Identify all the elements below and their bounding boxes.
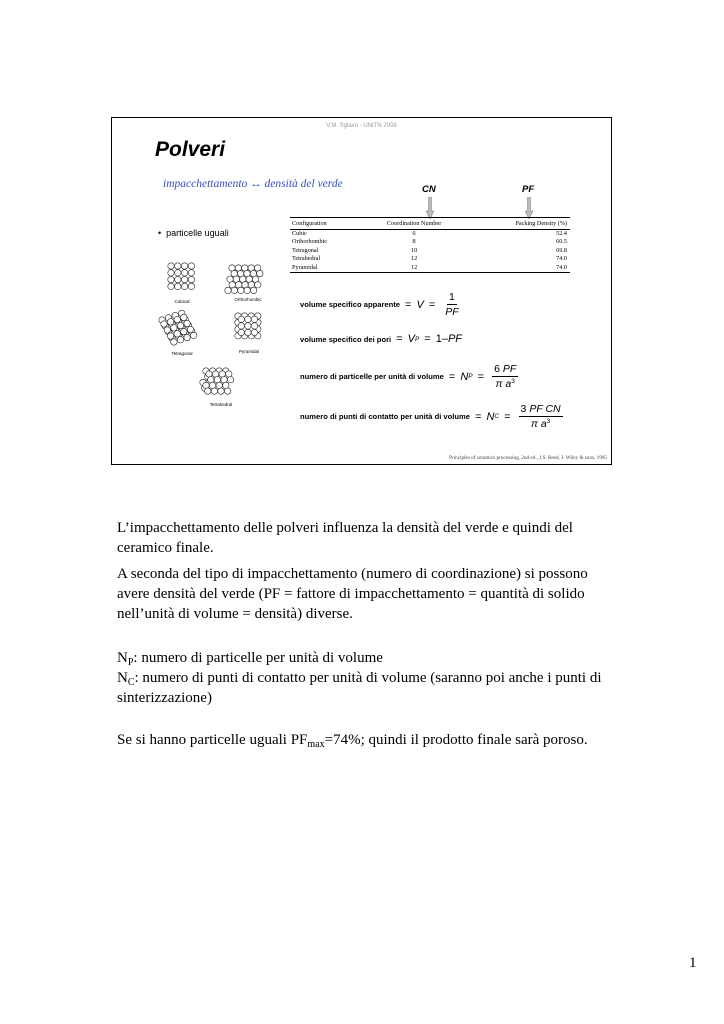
- formula-label: volume specifico apparente: [300, 300, 401, 309]
- table-cell: 12: [411, 255, 418, 263]
- sphere: [181, 283, 187, 289]
- orthorhombic-packing-diagram: [225, 265, 263, 294]
- slide-subtitle: impacchettamento ↔ densità del verde: [163, 178, 343, 190]
- citation: Principles of ceramics processing, 2nd ed., J.S. Reed, J. Wiley & sons, 1995: [449, 455, 607, 461]
- sphere: [227, 377, 233, 383]
- table-cell: Cubic: [292, 230, 307, 237]
- sphere: [171, 325, 177, 331]
- formula-pore-volume: [300, 333, 462, 345]
- sphere: [255, 282, 261, 288]
- sphere: [188, 263, 194, 269]
- equals-sign: =: [428, 298, 436, 311]
- table-cell: Orthorhombic: [292, 238, 328, 246]
- tetrahedral-packing-diagram: [200, 368, 234, 395]
- table-cell: 69.8: [556, 246, 567, 254]
- sphere: [181, 328, 187, 334]
- variable: a: [540, 418, 547, 430]
- formula-term: 1: [435, 333, 442, 345]
- table-cell: 8: [412, 238, 416, 246]
- pf-label: PF: [522, 184, 535, 195]
- pi-symbol: π: [530, 418, 538, 430]
- sphere: [251, 329, 257, 335]
- page-number: 1: [689, 955, 697, 971]
- bullet-item: [158, 228, 229, 238]
- sphere: [188, 270, 194, 276]
- table-cell: Tetragonal: [292, 246, 319, 254]
- sphere: [168, 276, 174, 282]
- formula-contact-points-per-volume: [300, 403, 563, 430]
- tetrahedral-label: Tetrahedral: [209, 402, 233, 407]
- equals-sign: =: [477, 370, 485, 383]
- formula-label: volume specifico dei pori: [300, 334, 392, 344]
- table-cell: 74.0: [467, 264, 570, 273]
- sphere: [168, 270, 174, 276]
- sphere: [251, 323, 257, 329]
- sphere: [181, 314, 187, 320]
- variable: a: [505, 378, 512, 390]
- sphere: [218, 388, 224, 394]
- sphere: [177, 337, 183, 343]
- table-cell: 60.5: [556, 238, 567, 246]
- sphere: [177, 322, 183, 328]
- formula-particles-per-volume: [300, 363, 518, 390]
- sphere: [181, 263, 187, 269]
- sphere: [181, 270, 187, 276]
- bullet-dot: •: [158, 228, 162, 238]
- table-header: Packing Density (%): [467, 218, 570, 230]
- tetragonal-label: Tetragonal: [171, 351, 193, 356]
- cn-label: CN: [422, 184, 436, 195]
- sphere: [167, 333, 173, 339]
- formula-subscript: P: [414, 335, 420, 343]
- sphere: [251, 316, 257, 322]
- coefficient: 3: [520, 403, 527, 415]
- sphere: [245, 316, 251, 322]
- paragraph: L’impacchettamento delle polveri influenza la densità del verde e quindi del ceramico finale.: [117, 520, 573, 556]
- sphere: [257, 270, 263, 276]
- sphere: [205, 388, 211, 394]
- sphere: [168, 283, 174, 289]
- exponent: 3: [511, 378, 515, 385]
- bullet-text: particelle uguali: [166, 228, 229, 238]
- formula-symbol: V: [416, 298, 424, 311]
- paragraph-np: [117, 648, 617, 668]
- sphere: [245, 329, 251, 335]
- sphere: [245, 323, 251, 329]
- numerator: 1: [449, 291, 455, 303]
- exponent: 3: [546, 418, 551, 425]
- table-cell: 74.0: [556, 255, 567, 263]
- sphere: [238, 316, 244, 322]
- sphere: [175, 263, 181, 269]
- pfmax-text-b: =74%; quindi il prodotto finale sarà poroso.: [324, 732, 588, 748]
- formula-symbol: V: [407, 333, 415, 345]
- table-cell: Tetrahedral: [292, 255, 321, 263]
- table-cell: 52.4: [556, 230, 567, 237]
- sphere: [164, 327, 170, 333]
- sphere: [250, 287, 256, 293]
- sphere: [231, 287, 237, 293]
- sphere: [224, 388, 230, 394]
- cubical-label: Cubical: [174, 299, 190, 304]
- tetragonal-packing-diagram: [159, 310, 197, 345]
- sphere: [187, 326, 193, 332]
- variable: PF: [502, 363, 517, 375]
- pyramidal-label: Pyramidal: [238, 349, 260, 354]
- table-header: Coordination Number: [361, 218, 467, 230]
- equals-sign: =: [504, 410, 511, 423]
- sphere: [184, 334, 190, 340]
- header-note: V.M. Sglavo - UNITN 2008: [326, 123, 397, 129]
- formula-symbol: N: [460, 370, 469, 383]
- pi-symbol: π: [495, 378, 503, 390]
- table-header: Configuration: [290, 218, 361, 230]
- fraction: [519, 403, 563, 430]
- np-text: : numero di particelle per unità di volume: [133, 650, 383, 666]
- np-symbol: N: [117, 650, 128, 666]
- sphere: [238, 323, 244, 329]
- sphere-packings-illustration: [152, 258, 282, 418]
- sphere: [238, 287, 244, 293]
- denominator: PF: [445, 306, 459, 318]
- fraction: [492, 363, 518, 390]
- sphere: [161, 321, 167, 327]
- formula-symbol: N: [486, 410, 495, 423]
- sphere: [238, 329, 244, 335]
- table-row: [290, 255, 570, 263]
- table-row: [290, 230, 570, 239]
- pf-arrow-icon: [524, 197, 534, 219]
- sphere: [191, 332, 197, 338]
- table-cell: Pyramidal: [290, 264, 361, 273]
- table-cell: 6: [412, 230, 416, 237]
- sphere: [174, 331, 180, 337]
- coefficient: 6: [494, 363, 500, 375]
- numerator: [519, 403, 563, 417]
- numerator: [492, 363, 518, 377]
- sphere: [175, 283, 181, 289]
- sphere: [175, 270, 181, 276]
- sphere: [211, 388, 217, 394]
- pfmax-text-a: Se si hanno particelle uguali PF: [117, 732, 308, 748]
- sphere: [175, 276, 181, 282]
- table-row: [290, 238, 570, 246]
- slide-title: Polveri: [155, 138, 226, 161]
- pyramidal-packing-diagram: [235, 313, 261, 339]
- equals-sign: =: [475, 410, 482, 423]
- formula-term: PF: [447, 333, 463, 345]
- sphere: [225, 287, 231, 293]
- formula-label: numero di particelle per unità di volume: [300, 372, 444, 381]
- equals-sign: =: [424, 333, 431, 345]
- table-row: [290, 264, 570, 273]
- equals-sign: =: [396, 333, 403, 345]
- equals-sign: =: [405, 298, 412, 311]
- np-subscript: P: [127, 657, 134, 668]
- sphere: [171, 339, 177, 345]
- table-cell: 12: [361, 264, 467, 273]
- denominator: [493, 377, 516, 390]
- formula-subscript: P: [468, 373, 473, 380]
- sphere: [184, 320, 190, 326]
- table-cell: 10: [411, 246, 418, 254]
- paragraph-pfmax: [117, 730, 617, 750]
- slide-figure: [111, 117, 612, 465]
- nc-subscript: C: [127, 677, 135, 688]
- sphere: [188, 283, 194, 289]
- table-row: [290, 247, 570, 255]
- formula-label: numero di punti di contatto per unità di volume: [300, 412, 471, 421]
- sphere: [244, 287, 250, 293]
- sphere: [181, 276, 187, 282]
- denominator: [529, 417, 552, 430]
- cubic-packing-diagram: [168, 263, 195, 290]
- pfmax-subscript: max: [307, 739, 325, 750]
- sphere: [188, 276, 194, 282]
- paragraph-nc: [117, 668, 617, 708]
- formula-apparent-volume: [300, 291, 461, 318]
- orthorhombic-label: Orthorhombic: [234, 297, 262, 302]
- minus-sign: –: [441, 333, 448, 345]
- sphere: [168, 263, 174, 269]
- sphere: [167, 319, 173, 325]
- body-text: [117, 518, 617, 756]
- packing-table: [290, 217, 570, 273]
- table-header-row: [290, 218, 570, 230]
- fraction: [443, 291, 460, 318]
- sphere: [174, 316, 180, 322]
- paragraph: A seconda del tipo di impacchettamento (numero di coordinazione) si possono avere densità del verde (PF = fattore di impacchettamento = quantità di solido nell’unità di volume = densità) diverse.: [117, 566, 588, 622]
- variable: PF CN: [529, 403, 561, 415]
- equals-sign: =: [448, 370, 456, 383]
- formula-subscript: C: [494, 413, 500, 420]
- nc-text: : numero di punti di contatto per unità di volume (saranno poi anche i punti di sinterizzazione): [117, 670, 602, 706]
- nc-symbol: N: [117, 670, 128, 686]
- cn-arrow-icon: [425, 197, 435, 219]
